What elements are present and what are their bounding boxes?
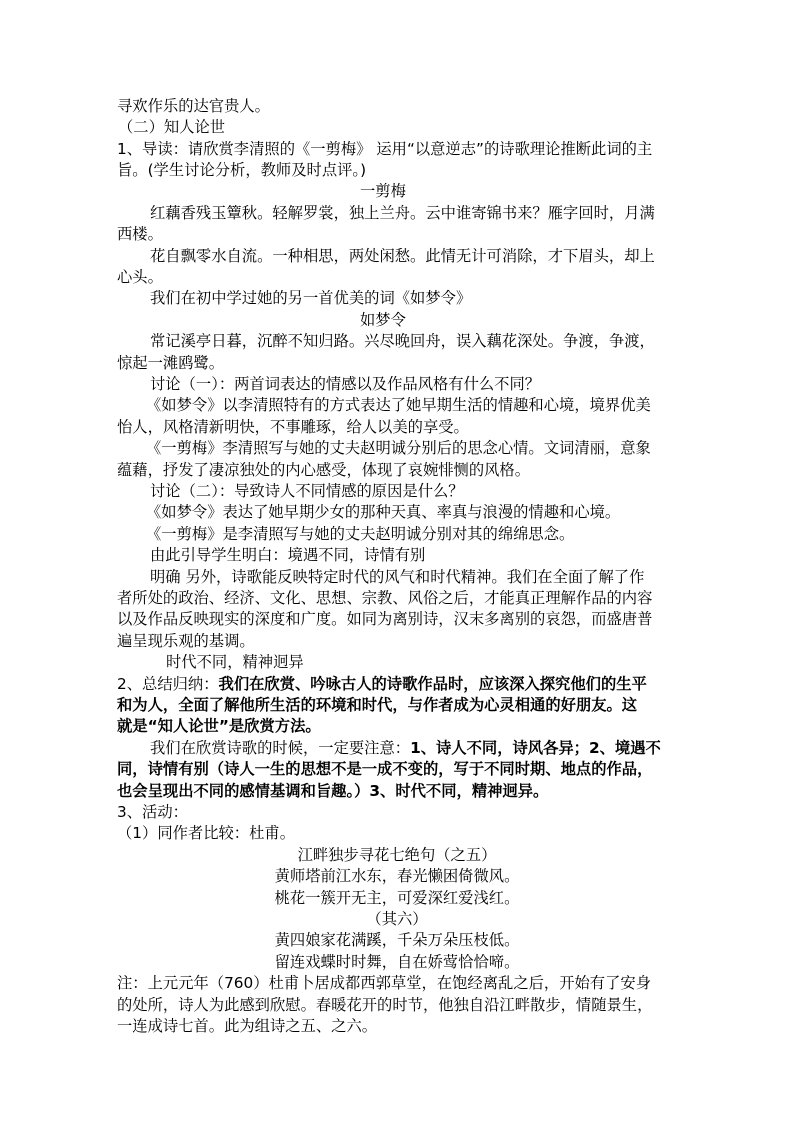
- summary-text: 我们在欣赏、吟咏古人的诗歌作品时，应该深入探究他们的生平: [218, 675, 647, 693]
- summary-text: 和为人，全面了解他所生活的环境和时代，与作者成为心灵相通的好朋友。这: [117, 696, 638, 714]
- poem-subtitle: （其六）: [366, 910, 428, 928]
- text-line: 《如梦令》以李清照特有的方式表达了她早期生活的情趣和心境，境界优美: [146, 396, 651, 414]
- section-heading: 3、活动：: [117, 803, 188, 821]
- text-line: 《如梦令》表达了她早期少女的那种天真、率真与浪漫的情趣和心境。: [146, 503, 621, 521]
- text-line: 遍呈现乐观的基调。: [117, 632, 255, 650]
- text-line: 由此引导学生明白：境遇不同，诗情有别: [150, 546, 426, 564]
- text-line: 明确 另外，诗歌能反映特定时代的风气和时代精神。我们在全面了解了作: [150, 568, 645, 586]
- poem-line: 黄四娘家花满蹊，千朵万朵压枝低。: [274, 931, 520, 949]
- text-line: 我们在初中学过她的另一首优美的词《如梦令》: [150, 289, 472, 307]
- text-line: 时代不同，精神迥异: [166, 653, 304, 671]
- note-line: 的处所，诗人为此感到欣慰。春暖花开的时节，他独自沿江畔散步，情随景生，: [117, 996, 653, 1014]
- text-line: 者所处的政治、经济、文化、思想、宗教、风俗之后，才能真正理解作品的内容: [117, 589, 653, 607]
- text-line: 1、导读：请欣赏李清照的《一剪梅》 运用“以意逆志”的诗歌理论推断此词的主: [117, 140, 653, 158]
- poem-line: 黄师塔前江水东，春光懒困倚微风。: [274, 867, 520, 885]
- discussion-question: 讨论（一）：两首词表达的情感以及作品风格有什么不同？: [150, 375, 541, 393]
- note-line: 注：上元元年（760）杜甫卜居成都西郭草堂，在饱经离乱之后，开始有了安身: [117, 974, 651, 992]
- text-line: （1）同作者比较：杜甫。: [117, 824, 295, 842]
- summary-label: 2、总结归纳：: [117, 675, 219, 693]
- poem-line: 花自飘零水自流。一种相思，两处闲愁。此情无计可消除，才下眉头，却上: [150, 247, 655, 265]
- summary-text: 同，诗情有别（诗人一生的思想不是一成不变的，写于不同时期、地点的作品，: [117, 760, 653, 778]
- poem-line: 西楼。: [117, 225, 163, 243]
- summary-lead: 我们在欣赏诗歌的时候，一定要注意：: [150, 739, 411, 757]
- text-line: 以及作品反映现实的深度和广度。如同为离别诗，汉末多离别的哀怨，而盛唐普: [117, 610, 653, 628]
- summary-line: [117, 674, 647, 695]
- text-line: 《一剪梅》李清照写与她的丈夫赵明诚分别后的思念心情。文词清丽，意象: [146, 439, 651, 457]
- note-line: 一连成诗七首。此为组诗之五、之六。: [117, 1017, 378, 1035]
- poem-line: 惊起一滩鸥鹭。: [117, 354, 225, 372]
- poem-title: 江畔独步寻花七绝句（之五）: [297, 846, 497, 864]
- poem-line: 心头。: [117, 268, 163, 286]
- section-heading: （二）知人论世: [118, 118, 226, 136]
- text-line: 旨。(学生讨论分析，教师及时点评。): [117, 161, 367, 179]
- summary-line: [150, 738, 661, 759]
- summary-text: 也会呈现出不同的感情基调和旨趣。）3、时代不同，精神迥异。: [117, 782, 549, 800]
- discussion-question: 讨论（二）：导致诗人不同情感的原因是什么？: [150, 482, 464, 500]
- summary-point: 1、诗人不同，诗风各异；2、境遇不: [410, 739, 661, 757]
- poem-line: 红藕香残玉簟秋。轻解罗裳，独上兰舟。云中谁寄锦书来？雁字回时，月满: [150, 204, 655, 222]
- text-line: 蕴藉，抒发了凄凉独处的内心感受，体现了哀婉悱恻的风格。: [117, 461, 531, 479]
- summary-text: 就是“知人论世”是欣赏方法。: [117, 717, 321, 735]
- poem-title: 一剪梅: [360, 182, 406, 200]
- text-line: 寻欢作乐的达官贵人。: [117, 97, 270, 115]
- text-line: 怡人，风格清新明快，不事雕琢，给人以美的享受。: [117, 418, 469, 436]
- poem-line: 留连戏蝶时时舞，自在娇莺恰恰啼。: [274, 953, 520, 971]
- poem-line: 常记溪亭日暮，沉醉不知归路。兴尽晚回舟，误入藕花深处。争渡，争渡，: [150, 332, 655, 350]
- poem-line: 桃花一簇开无主，可爱深红爱浅红。: [274, 889, 520, 907]
- poem-title: 如梦令: [360, 311, 406, 329]
- text-line: 《一剪梅》是李清照写与她的丈夫赵明诚分别对其的绵绵思念。: [146, 525, 575, 543]
